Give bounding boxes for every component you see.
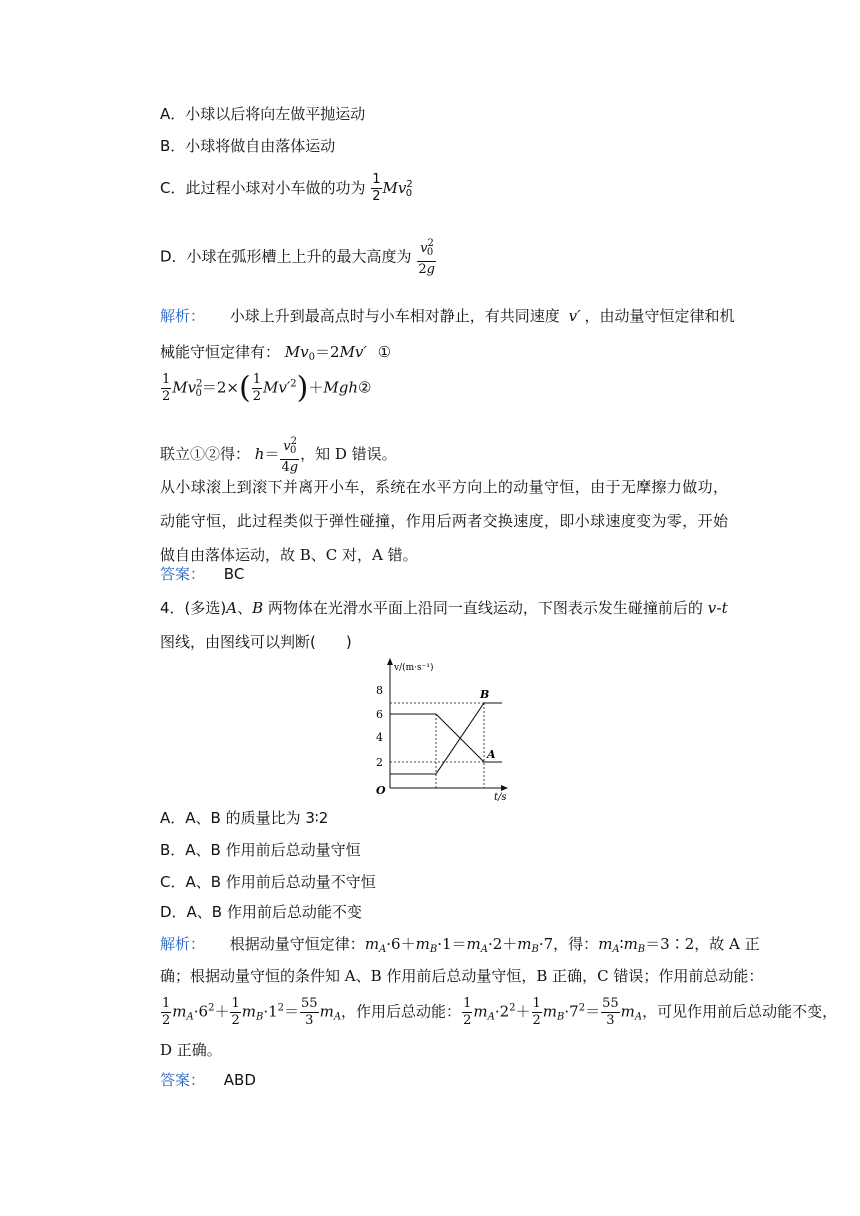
fraction: $\frac{v^2_0}{2g}$ xyxy=(418,238,435,277)
line-a-label: A xyxy=(487,748,496,761)
question-4-line-1: 4．(多选)A、B 两物体在光滑水平面上沿同一直线运动，下图表示发生碰撞前后的 v-t xyxy=(160,599,728,617)
option-a: A．小球以后将向左做平抛运动 xyxy=(160,105,366,123)
solution-line-1: 解析： 小球上升到最高点时与小车相对静止，有共同速度 v′ ，由动量守恒定律和机 xyxy=(160,307,735,325)
y-axis-label: v/(m·s⁻¹) xyxy=(394,663,434,673)
equation-2: $\frac{1}{2}$ $Mv^2_0=2\times$( $\frac{1}{2}$ $Mv'^2)+Mgh②$ xyxy=(162,370,372,406)
q4-solution-line-2: 确；根据动量守恒的条件知 A、B 作用前后总动量守恒，B 正确，C 错误；作用前总动能： xyxy=(160,967,764,985)
solution-paragraph: 从小球滚上到滚下并离开小车，系统在水平方向上的动量守恒，由于无摩擦力做功，动能守恒，此过程类似于弹性碰撞，作用后两者交换速度，即小球速度变为零，开始做自由落体运动，故 B、C 对，A 错。 xyxy=(160,478,728,564)
q4-option-c: C．A、B 作用前后总动量不守恒 xyxy=(160,873,376,891)
line-b-label: B xyxy=(480,688,490,701)
q4-option-a: A．A、B 的质量比为 3∶2 xyxy=(160,809,329,827)
q4-solution-line-1: 解析： 根据动量守恒定律：$m_A\cdot 6+m_B\cdot 1=m_A\cdot 2+m_B\cdot 7$，得：$m_A∶m_B=3∶2$，故 A 正 xyxy=(160,935,760,955)
q4-solution-line-3: $\frac{1}{2}$ $m_A\cdot 6^2+$ $\frac{1}{2}$ $m_B\cdot 1^2=$ $\frac{55}{3}$ $m_A$，作用后总动能： $\frac{1}{2}$ $m_A\cdot 2^2+$ $\frac{1}{2}$ $m_B\cdot 7^2=$ $\frac{55}{3}$ $m_A$，可见作用前后总动能不变， xyxy=(162,996,838,1028)
q4-answer-line: 答案： ABD xyxy=(160,1071,256,1089)
fraction: $\frac{1}{2}$ xyxy=(372,172,381,204)
option-b: B．小球将做自由落体运动 xyxy=(160,137,336,155)
ytick-label: 4 xyxy=(376,731,383,744)
ytick-label: 8 xyxy=(376,684,383,697)
q4-solution-line-4: D 正确。 xyxy=(160,1041,222,1059)
ytick-label: 2 xyxy=(376,756,383,769)
option-c: C．此过程小球对小车做的功为 $\frac{1}{2}$ $Mv^2_0$ xyxy=(160,172,413,204)
solution-line-3: 联立①②得： h＝ $\frac{v^2_0}{4g}$ ，知 D 错误。 xyxy=(160,436,397,475)
origin-label: O xyxy=(376,784,386,797)
option-d: D．小球在弧形槽上上升的最大高度为 $\frac{v^2_0}{2g}$ xyxy=(160,238,435,277)
x-axis-label: t/s xyxy=(494,792,507,802)
q4-option-b: B．A、B 作用前后总动量守恒 xyxy=(160,841,361,859)
solution-line-2: 械能守恒定律有： $Mv_0=2Mv'$ ① xyxy=(160,343,392,363)
ytick-label: 6 xyxy=(376,708,383,721)
answer-line: 答案： BC xyxy=(160,565,245,583)
question-4-line-2: 图线，由图线可以判断( ) xyxy=(160,633,352,651)
q4-option-d: D．A、B 作用前后总动能不变 xyxy=(160,903,362,921)
vt-graph xyxy=(362,656,512,802)
